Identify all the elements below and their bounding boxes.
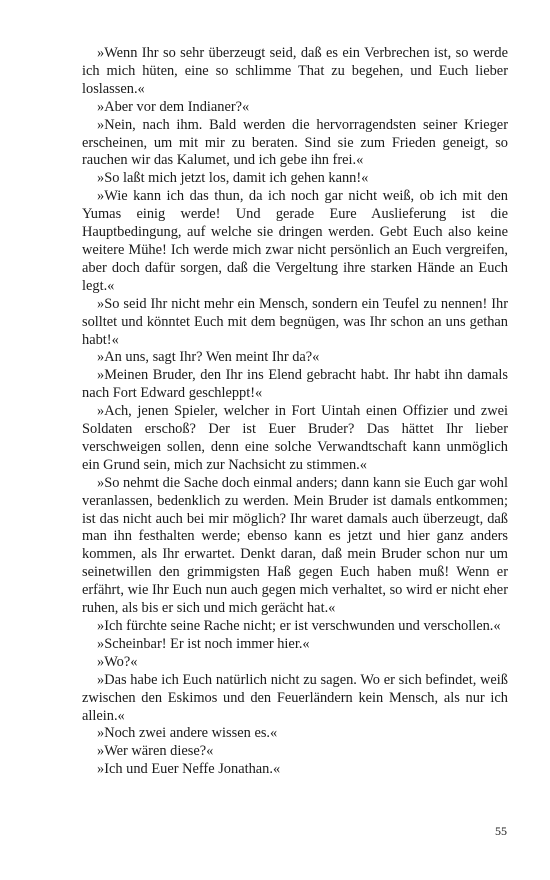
paragraph: »Scheinbar! Er ist noch immer hier.« bbox=[97, 635, 310, 652]
paragraph: »Ich fürchte seine Rache nicht; er ist verschwunden und verschollen.« bbox=[97, 618, 501, 634]
paragraph: »Aber vor dem Indianer?« bbox=[97, 98, 250, 115]
paragraph: »Wo?« bbox=[97, 653, 138, 670]
paragraph: »Noch zwei andere wissen es.« bbox=[97, 725, 278, 742]
paragraph: »So seid Ihr nicht mehr ein Mensch, sondern ein Teufel zu nennen! Ihr solltet und könntet Euch mit dem begnügen, was Ihr schon an uns gethan habt!« bbox=[82, 295, 508, 348]
page-number: 55 bbox=[495, 824, 507, 838]
paragraph: »So laßt mich jetzt los, damit ich gehen kann!« bbox=[97, 170, 369, 187]
paragraph: »Ich und Euer Neffe Jonathan.« bbox=[97, 761, 281, 778]
paragraph: »Meinen Bruder, den Ihr ins Elend gebracht habt. Ihr habt ihn damals nach Fort Edward geschleppt!« bbox=[82, 367, 508, 402]
paragraph: »So nehmt die Sache doch einmal anders; dann kann sie Euch gar wohl veranlassen, bedenklich zu werden. Mein Bruder ist damals entkommen; ist das nicht auch bei mir möglich? Ihr waret damals auch überzeugt, daß man ihn festhalten werde; ebenso kann es jetzt und hier ganz anders kommen, als Ihr erwartet. Denkt daran, daß mein Bruder schon nur um seinetwillen den grimmigsten Haß gegen Euch haben muß! Wenn er erfährt, wie Ihr Euch nun auch gegen mich verhaltet, so wird er nicht eher ruhen, als bis er sich und mich gerächt hat.« bbox=[82, 474, 508, 617]
paragraph: »Ach, jenen Spieler, welcher in Fort Uintah einen Offizier und zwei Soldaten erschoß? Der ist Euer Bruder? Das hättet Ihr lieber verschweigen sollen, denn eine solche Verwandtschaft kann unmöglich ein Grund sein, mich zur Nachsicht zu stimmen.« bbox=[82, 403, 508, 473]
paragraph: »Wenn Ihr so sehr überzeugt seid, daß es ein Verbrechen ist, so werde ich mich hüten, eine so schlimme That zu begehen, und Euch lieber loslassen.« bbox=[82, 45, 508, 97]
paragraph: »Wie kann ich das thun, da ich noch gar nicht weiß, ob ich mit den Yumas einig werde! Und gerade Eure Auslieferung ist die Hauptbedingung, auf welche sie dringen werden. Gebt Euch also keine weitere Mühe! Ich werde mich zwar nicht persönlich an Euch vergreifen, aber doch dafür sorgen, daß die Vergeltung ihre starken Hände an Euch legt.« bbox=[82, 188, 508, 294]
paragraph: »Das habe ich Euch natürlich nicht zu sagen. Wo er sich befindet, weiß zwischen den Eskimos und den Feuerländern kein Mensch, als nur ich allein.« bbox=[82, 671, 508, 724]
page-body bbox=[82, 45, 508, 779]
paragraph: »An uns, sagt Ihr? Wen meint Ihr da?« bbox=[97, 349, 320, 366]
paragraph: »Wer wären diese?« bbox=[97, 743, 214, 760]
paragraph: »Nein, nach ihm. Bald werden die hervorragendsten seiner Krieger erscheinen, um mit mir zu beraten. Sind sie zum Frieden geneigt, so rauchen wir das Kalumet, und ich gebe ihn frei.« bbox=[82, 116, 508, 169]
